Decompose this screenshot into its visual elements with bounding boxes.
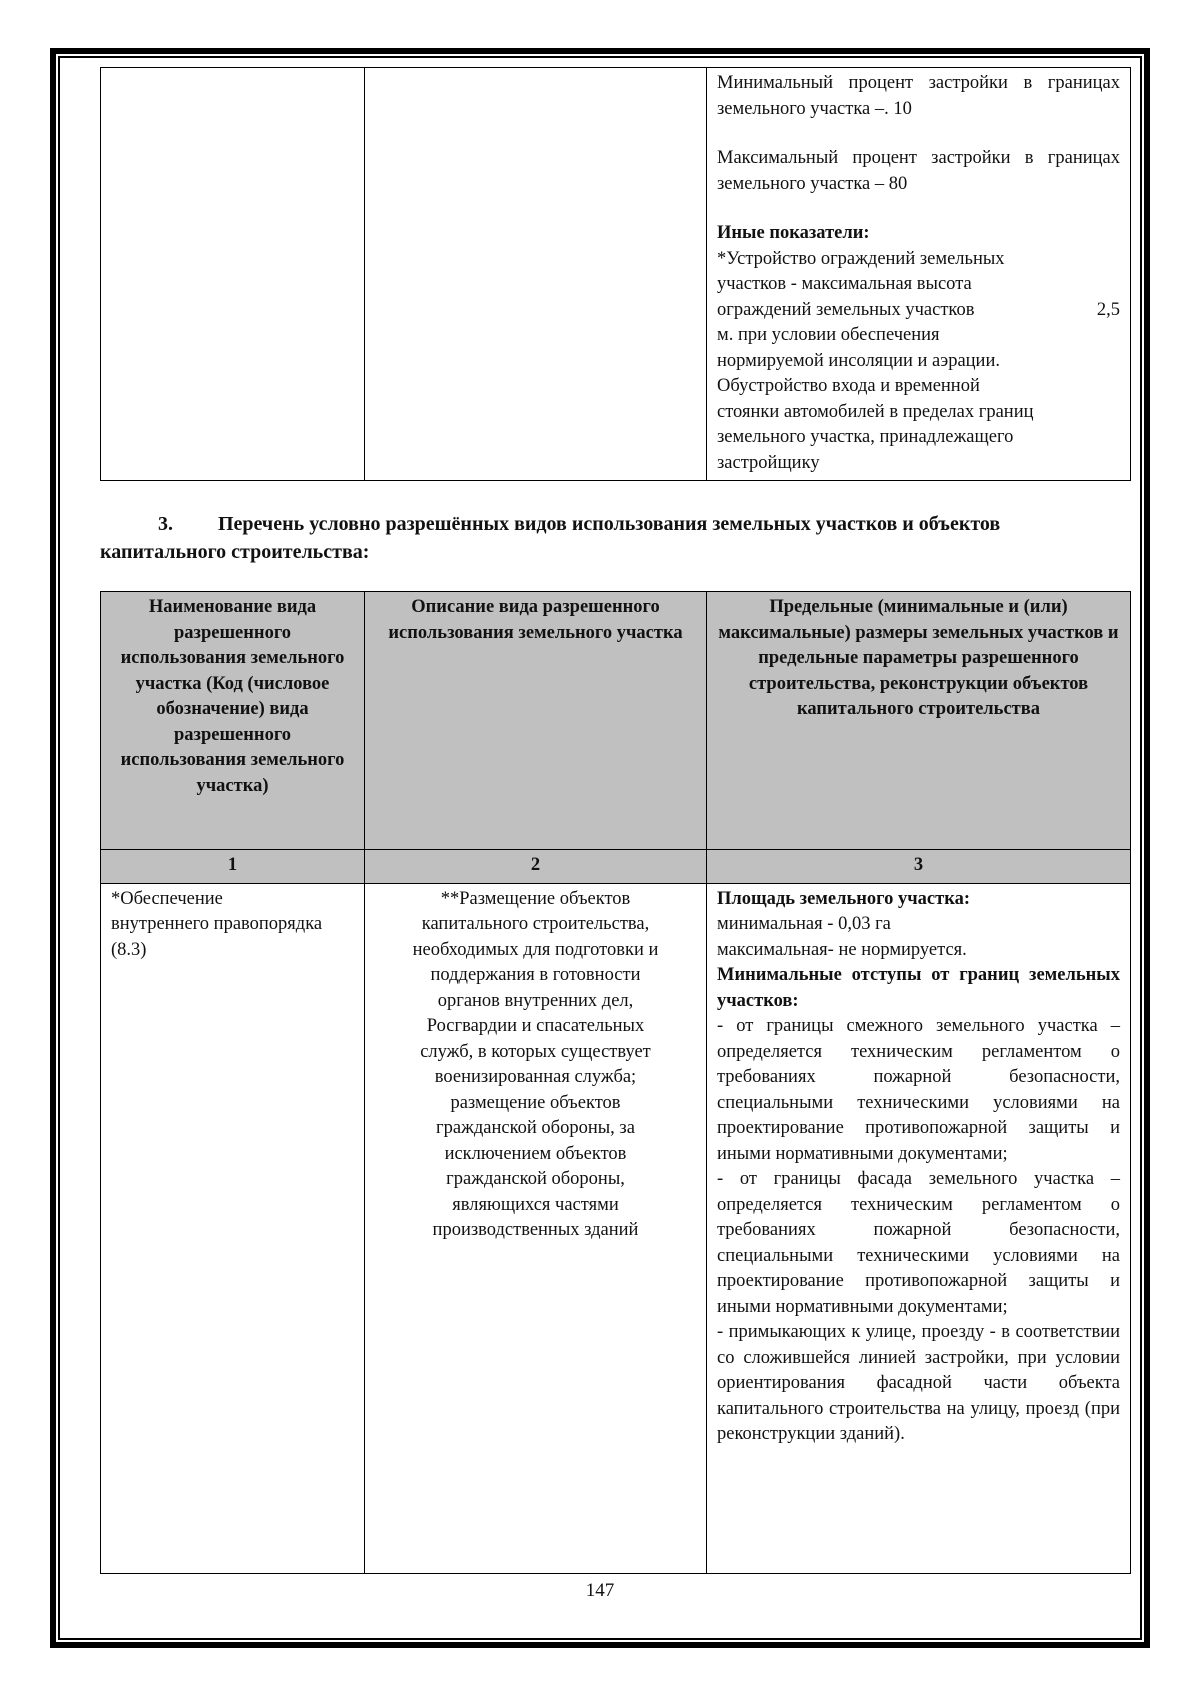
- fence-height-line: [717, 298, 1120, 324]
- column-number-row: [101, 850, 1131, 884]
- fence-height-value: 2,5: [1096, 299, 1120, 320]
- header-col-2: Описание вида разрешенного использования земельного участка: [365, 592, 707, 850]
- empty-cell: [365, 68, 707, 481]
- description-line: служб, в которых существует: [420, 1041, 651, 1062]
- empty-cell: [101, 68, 365, 481]
- other-line: стоянки автомобилей в пределах границ: [717, 401, 1034, 422]
- other-line: застройщику: [717, 452, 820, 473]
- description-line: органов внутренних дел,: [437, 990, 634, 1011]
- setback-street: - примыкающих к улице, проезду - в соответствии со сложившейся линией застройки, при условии ориентирования фасадной части объекта капитального строительства на улицу, проезд (при реконструкции зданий).: [717, 1322, 1120, 1444]
- area-max: максимальная- не нормируется.: [717, 939, 967, 960]
- col-number: 2: [365, 850, 707, 884]
- description-line: капитального строительства,: [421, 914, 650, 934]
- col-number: 3: [707, 850, 1131, 884]
- conditional-uses-table: [100, 591, 1131, 1574]
- description-line: размещение объектов: [450, 1092, 621, 1113]
- use-description-cell: [365, 883, 707, 1573]
- col-number: 1: [101, 850, 365, 884]
- other-line: ограждений земельных участков: [717, 299, 975, 320]
- header-col-1: Наименование вида разрешенного использования земельного участка (Код (числовое обозначение) вида разрешенного использования земельного участка): [101, 592, 365, 850]
- limit-parameters-cell: [707, 883, 1131, 1573]
- description-line: гражданской обороны, за: [436, 1118, 635, 1138]
- section-title: Перечень условно разрешённых видов использования земельных участков и объектов капитального строительства:: [100, 513, 1001, 563]
- description-line: военизированная служба;: [434, 1067, 637, 1087]
- setback-adjacent: - от границы смежного земельного участка – определяется техническим регламентом о требованиях пожарной безопасности, специальными техническими условиями на проектирование противопожарной защиты и иными нормативными документами;: [717, 1016, 1120, 1164]
- section-heading: [100, 510, 1130, 566]
- description-line: **Размещение объектов: [440, 888, 631, 909]
- description-line: необходимых для подготовки и: [412, 939, 659, 960]
- other-indicators-title: Иные показатели:: [717, 223, 870, 243]
- table-row: [101, 883, 1131, 1573]
- continuation-table: [100, 67, 1131, 481]
- table-header-row: [101, 592, 1131, 850]
- description-line: производственных зданий: [432, 1220, 639, 1240]
- description-line: Росгвардии и спасательных: [426, 1016, 645, 1036]
- setback-title: Минимальные отступы от границ земельных участков:: [717, 965, 1120, 1011]
- header-col-3: Предельные (минимальные и (или) максимальные) размеры земельных участков и предельные параметры разрешенного строительства, реконструкции объектов капитального строительства: [707, 592, 1131, 850]
- description-line: поддержания в готовности: [430, 965, 641, 985]
- table-row: [101, 68, 1131, 481]
- page-number: 147: [585, 1580, 615, 1601]
- description-line: исключением объектов: [444, 1143, 627, 1164]
- area-title: Площадь земельного участка:: [717, 888, 971, 909]
- other-line: участков - максимальная высота: [717, 274, 972, 294]
- other-line: *Устройство ограждений земельных: [717, 248, 1005, 269]
- setback-facade: - от границы фасада земельного участка – определяется техническим регламентом о требованиях пожарной безопасности, специальными техническими условиями на проектирование противопожарной защиты и иными нормативными документами;: [717, 1169, 1120, 1317]
- section-number: 3.: [158, 513, 173, 535]
- min-build-percent: Минимальный процент застройки в границах земельного участка –. 10: [717, 73, 1120, 119]
- description-line: являющихся частями: [452, 1194, 619, 1215]
- description-line: гражданской обороны,: [446, 1169, 625, 1189]
- other-line: Обустройство входа и временной: [717, 376, 980, 396]
- use-name-cell: *Обеспечение внутреннего правопорядка (8.3): [101, 883, 365, 1573]
- other-line: м. при условии обеспечения: [717, 325, 940, 345]
- parameters-cell: [707, 68, 1131, 481]
- other-line: земельного участка, принадлежащего: [717, 427, 1014, 447]
- other-line: нормируемой инсоляции и аэрации.: [717, 350, 1000, 371]
- max-build-percent: Максимальный процент застройки в границах земельного участка – 80: [717, 148, 1120, 194]
- area-min: минимальная - 0,03 га: [717, 914, 891, 934]
